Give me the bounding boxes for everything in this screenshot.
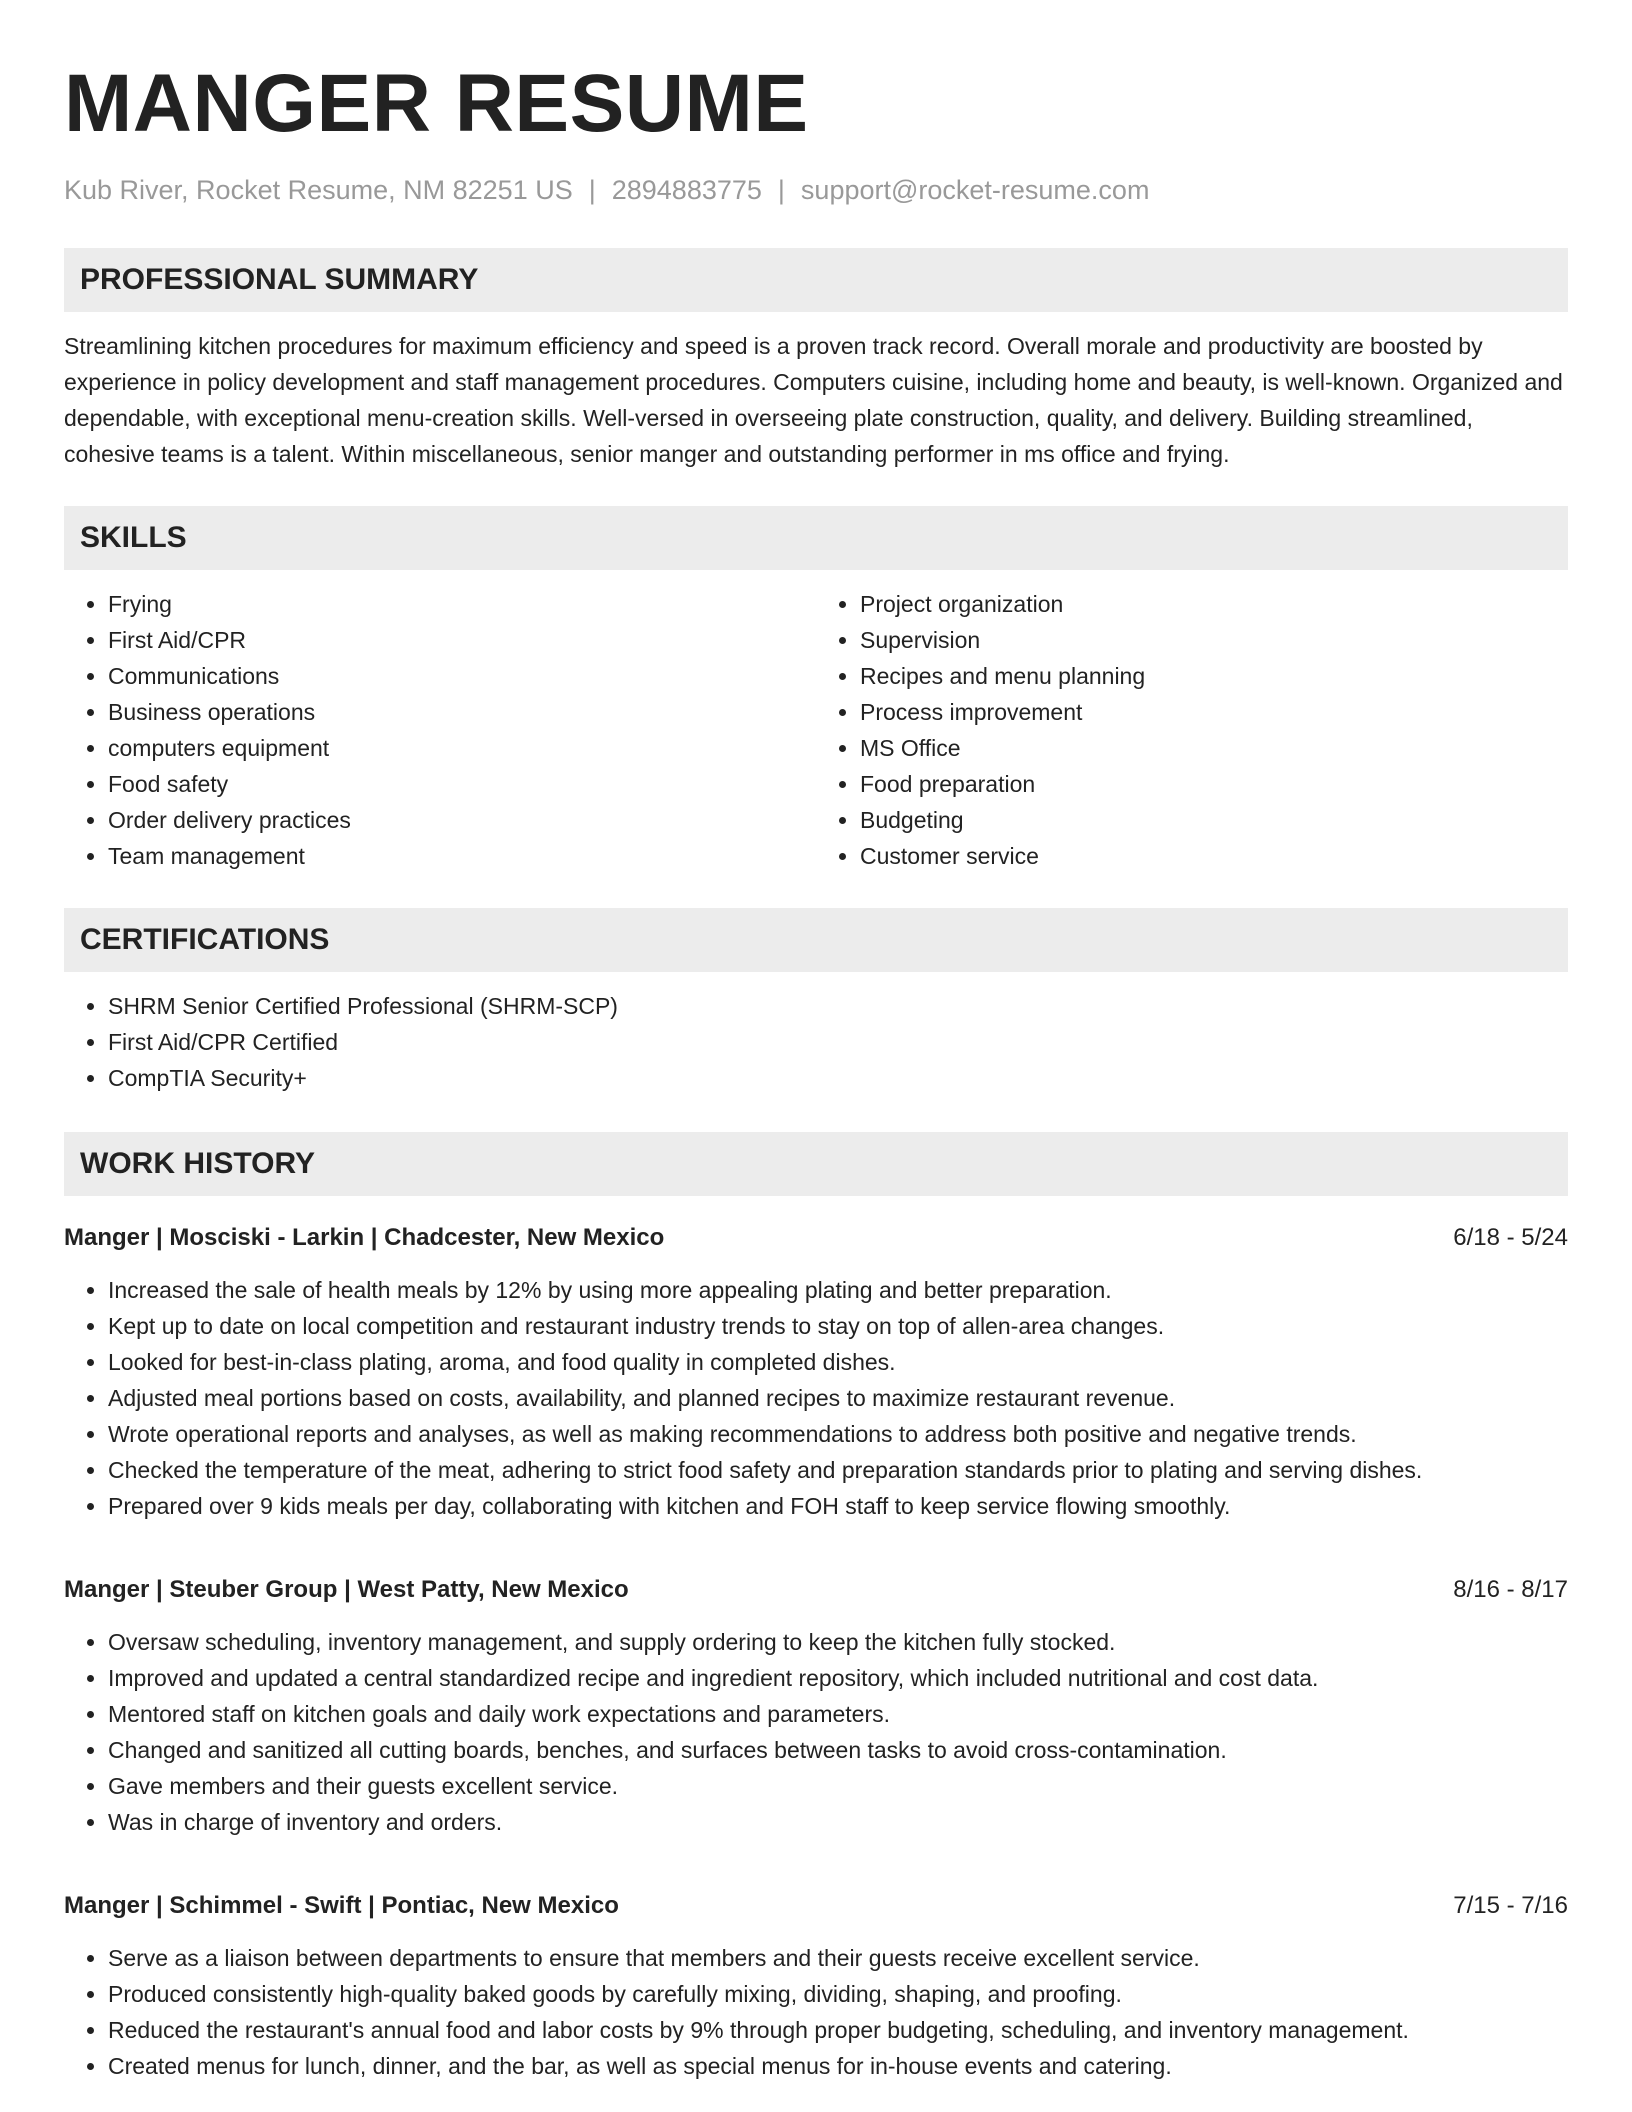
skill-item: • Team management bbox=[108, 838, 816, 874]
job-bullet: • Prepared over 9 kids meals per day, collaborating with kitchen and FOH staff to keep service flowing smoothly. bbox=[108, 1488, 1568, 1524]
summary-heading: PROFESSIONAL SUMMARY bbox=[64, 248, 1568, 312]
skills-heading: SKILLS bbox=[64, 506, 1568, 570]
job-dates: 6/18 - 5/24 bbox=[1453, 1224, 1568, 1251]
skill-item: • MS Office bbox=[860, 730, 1568, 766]
skill-item: • Communications bbox=[108, 658, 816, 694]
job-bullet: • Produced consistently high-quality baked goods by carefully mixing, dividing, shaping, and proofing. bbox=[108, 1976, 1568, 2012]
job-header bbox=[64, 1888, 1568, 1924]
contact-phone: 2894883775 bbox=[611, 175, 762, 205]
job-header bbox=[64, 1572, 1568, 1608]
skill-item: • Food preparation bbox=[860, 766, 1568, 802]
job-bullet: • Increased the sale of health meals by 12% by using more appealing plating and better preparation. bbox=[108, 1272, 1568, 1308]
job-bullet: • Changed and sanitized all cutting boards, benches, and surfaces between tasks to avoid cross-contamination. bbox=[108, 1732, 1568, 1768]
job-bullet: • Checked the temperature of the meat, adhering to strict food safety and preparation standards prior to plating and serving dishes. bbox=[108, 1452, 1568, 1488]
job-title: Manger | Steuber Group | West Patty, New Mexico bbox=[64, 1576, 629, 1603]
job-title: Manger | Mosciski - Larkin | Chadcester, New Mexico bbox=[64, 1224, 665, 1251]
skill-item: • Process improvement bbox=[860, 694, 1568, 730]
job-header bbox=[64, 1220, 1568, 1256]
job-bullet: • Looked for best-in-class plating, aroma, and food quality in completed dishes. bbox=[108, 1344, 1568, 1380]
job-bullet: • Kept up to date on local competition and restaurant industry trends to stay on top of allen-area changes. bbox=[108, 1308, 1568, 1344]
certification-item: • First Aid/CPR Certified bbox=[108, 1024, 1568, 1060]
job-bullet: • Gave members and their guests excellent service. bbox=[108, 1768, 1568, 1804]
work-history-list bbox=[64, 1220, 1568, 2084]
skill-item: • Business operations bbox=[108, 694, 816, 730]
job-dates: 8/16 - 8/17 bbox=[1453, 1576, 1568, 1603]
job-bullet: • Mentored staff on kitchen goals and daily work expectations and parameters. bbox=[108, 1696, 1568, 1732]
contact-email: support@rocket-resume.com bbox=[800, 175, 1150, 205]
work-history-heading: WORK HISTORY bbox=[64, 1132, 1568, 1196]
job-bullet: • Was in charge of inventory and orders. bbox=[108, 1804, 1568, 1840]
job-bullet: • Oversaw scheduling, inventory management, and supply ordering to keep the kitchen fully stocked. bbox=[108, 1624, 1568, 1660]
skills-columns bbox=[64, 586, 1568, 874]
skill-item: • Supervision bbox=[860, 622, 1568, 658]
job-bullet: • Created menus for lunch, dinner, and the bar, as well as special menus for in-house events and catering. bbox=[108, 2048, 1568, 2084]
job-bullet: • Reduced the restaurant's annual food and labor costs by 9% through proper budgeting, scheduling, and inventory management. bbox=[108, 2012, 1568, 2048]
certification-item: • SHRM Senior Certified Professional (SHRM-SCP) bbox=[108, 988, 1568, 1024]
job-bullet-list bbox=[64, 1272, 1568, 1524]
contact-line bbox=[64, 172, 1568, 208]
job-bullet-list bbox=[64, 1940, 1568, 2084]
contact-separator: | bbox=[588, 175, 596, 205]
certifications-heading: CERTIFICATIONS bbox=[64, 908, 1568, 972]
skill-item: • First Aid/CPR bbox=[108, 622, 816, 658]
resume-content bbox=[64, 56, 1568, 2084]
job-bullet: • Wrote operational reports and analyses, as well as making recommendations to address both positive and negative trends. bbox=[108, 1416, 1568, 1452]
job-title: Manger | Schimmel - Swift | Pontiac, New Mexico bbox=[64, 1892, 619, 1919]
certifications-list bbox=[64, 988, 1568, 1096]
job-entry bbox=[64, 1572, 1568, 1840]
skill-item: • computers equipment bbox=[108, 730, 816, 766]
resume-title: MANGER RESUME bbox=[64, 58, 809, 149]
contact-separator: | bbox=[777, 175, 785, 205]
job-entry bbox=[64, 1888, 1568, 2084]
contact-address: Kub River, Rocket Resume, NM 82251 US bbox=[64, 175, 573, 205]
skills-list-left bbox=[64, 586, 816, 874]
skill-item: • Frying bbox=[108, 586, 816, 622]
skill-item: • Food safety bbox=[108, 766, 816, 802]
job-bullet: • Adjusted meal portions based on costs, availability, and planned recipes to maximize restaurant revenue. bbox=[108, 1380, 1568, 1416]
skill-item: • Recipes and menu planning bbox=[860, 658, 1568, 694]
job-bullet: • Improved and updated a central standardized recipe and ingredient repository, which included nutritional and cost data. bbox=[108, 1660, 1568, 1696]
skill-item: • Budgeting bbox=[860, 802, 1568, 838]
job-bullet: • Serve as a liaison between departments to ensure that members and their guests receive excellent service. bbox=[108, 1940, 1568, 1976]
skills-list-right bbox=[816, 586, 1568, 874]
certification-item: • CompTIA Security+ bbox=[108, 1060, 1568, 1096]
skill-item: • Order delivery practices bbox=[108, 802, 816, 838]
skill-item: • Project organization bbox=[860, 586, 1568, 622]
summary-text: Streamlining kitchen procedures for maximum efficiency and speed is a proven track record. Overall morale and productivity are boosted by experience in policy development and staff management procedures. Computers cuisine, including home and beauty, is well-known. Organized and dependable, with exceptional menu-creation skills. Well-versed in overseeing plate construction, quality, and delivery. Building streamlined, cohesive teams is a talent. Within miscellaneous, senior manger and outstanding performer in ms office and frying. bbox=[64, 333, 1563, 467]
skill-item: • Customer service bbox=[860, 838, 1568, 874]
job-bullet-list bbox=[64, 1624, 1568, 1840]
job-entry bbox=[64, 1220, 1568, 1524]
job-dates: 7/15 - 7/16 bbox=[1453, 1892, 1568, 1919]
